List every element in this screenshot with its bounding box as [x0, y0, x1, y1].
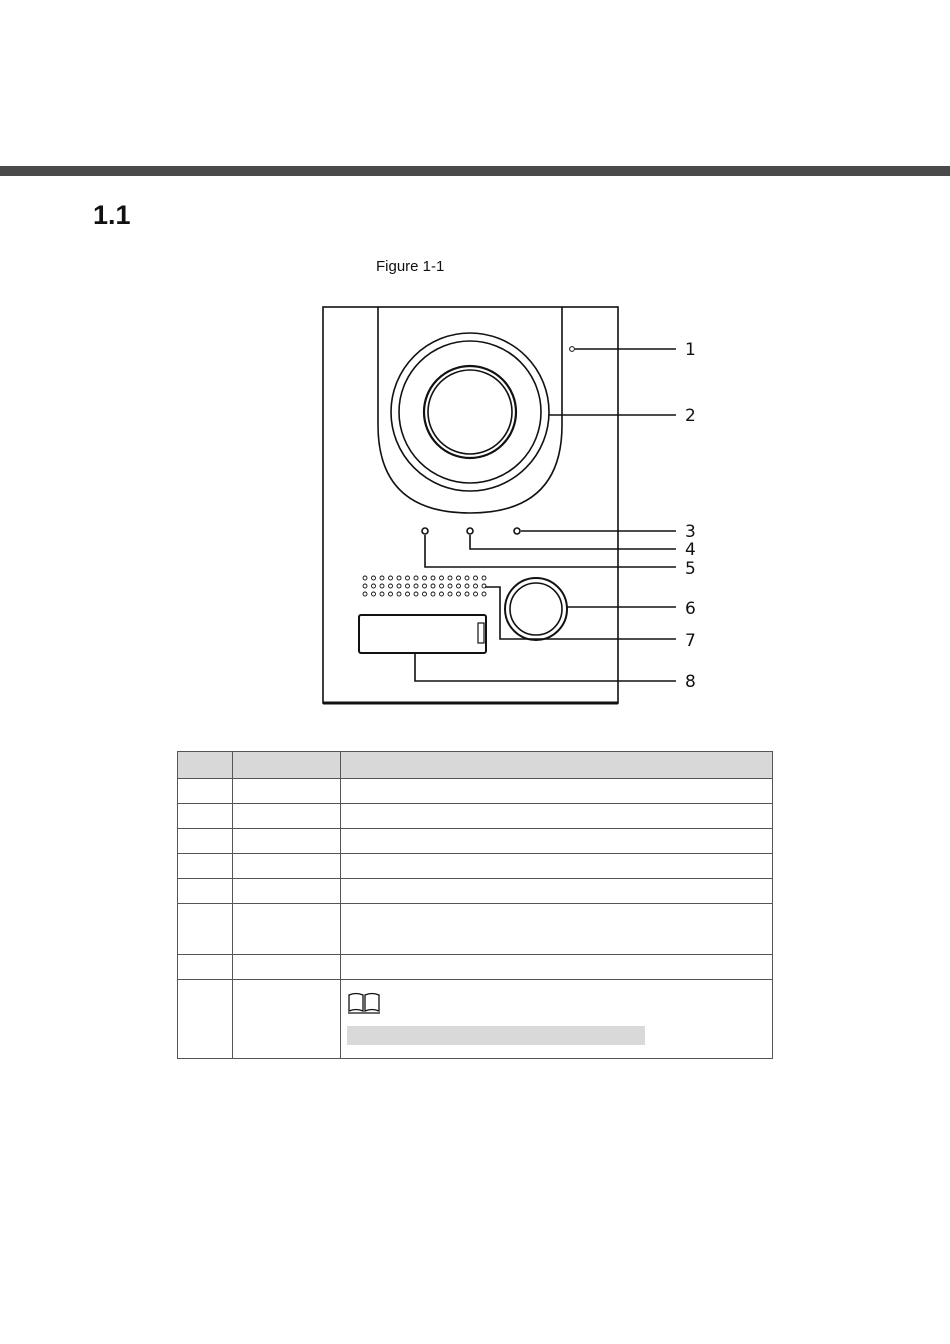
indicator-light-5	[422, 528, 428, 534]
cell-no	[178, 804, 233, 829]
grille-hole	[389, 576, 393, 580]
chapter-divider	[0, 166, 950, 176]
callout-line-5	[425, 535, 676, 567]
grille-hole	[482, 576, 486, 580]
grille-hole	[457, 584, 461, 588]
cell-description	[341, 879, 773, 904]
grille-hole	[406, 584, 410, 588]
grille-hole	[380, 592, 384, 596]
grille-hole	[414, 576, 418, 580]
grille-hole	[363, 576, 367, 580]
device-figure	[300, 295, 720, 720]
cell-name	[233, 854, 341, 879]
book-note-icon	[347, 992, 381, 1014]
table-row	[178, 854, 773, 879]
grille-hole	[372, 584, 376, 588]
grille-hole	[372, 592, 376, 596]
grille-hole	[380, 584, 384, 588]
cell-no	[178, 904, 233, 955]
grille-hole	[423, 584, 427, 588]
grille-hole	[431, 592, 435, 596]
note-highlight-bar	[347, 1026, 645, 1045]
door-station-drawing	[300, 295, 720, 715]
table-row	[178, 879, 773, 904]
grille-hole	[465, 584, 469, 588]
table-row	[178, 980, 773, 1059]
cell-no	[178, 829, 233, 854]
grille-hole	[423, 592, 427, 596]
indicator-light-3	[514, 528, 520, 534]
grille-hole	[457, 592, 461, 596]
cell-description	[341, 779, 773, 804]
grille-hole	[431, 584, 435, 588]
camera-panel	[378, 307, 562, 513]
grille-hole	[406, 576, 410, 580]
callout-number: 4	[685, 540, 696, 560]
cell-name	[233, 879, 341, 904]
cell-description-note	[341, 980, 773, 1059]
table-row	[178, 955, 773, 980]
cell-no	[178, 879, 233, 904]
grille-hole	[363, 592, 367, 596]
speaker-grille	[363, 576, 486, 596]
grille-hole	[431, 576, 435, 580]
cell-name	[233, 904, 341, 955]
callout-line-8	[415, 653, 676, 681]
cell-no	[178, 854, 233, 879]
grille-hole	[389, 592, 393, 596]
cell-name	[233, 955, 341, 980]
grille-hole	[448, 592, 452, 596]
grille-hole	[482, 584, 486, 588]
cell-description	[341, 854, 773, 879]
table-row	[178, 804, 773, 829]
grille-hole	[397, 584, 401, 588]
grille-hole	[465, 592, 469, 596]
pinhole-icon	[570, 347, 575, 352]
cell-no	[178, 980, 233, 1059]
grille-hole	[448, 576, 452, 580]
header-no	[178, 752, 233, 779]
grille-hole	[414, 592, 418, 596]
grille-hole	[440, 584, 444, 588]
grille-hole	[397, 576, 401, 580]
grille-hole	[474, 592, 478, 596]
callout-number: 5	[685, 559, 696, 579]
cell-description	[341, 955, 773, 980]
header-description	[341, 752, 773, 779]
callout-number: 7	[685, 631, 696, 651]
header-name	[233, 752, 341, 779]
cell-name	[233, 804, 341, 829]
section-number: 1.1	[93, 200, 131, 230]
callout-number: 2	[685, 406, 696, 426]
grille-hole	[397, 592, 401, 596]
callout-number: 8	[685, 672, 696, 692]
grille-hole	[440, 576, 444, 580]
name-plate	[359, 615, 486, 653]
ring-light-outer	[391, 333, 549, 491]
cell-name	[233, 779, 341, 804]
cell-name	[233, 829, 341, 854]
cell-name	[233, 980, 341, 1059]
cell-description	[341, 804, 773, 829]
figure-caption: Figure 1-1	[376, 258, 445, 275]
grille-hole	[482, 592, 486, 596]
grille-hole	[457, 576, 461, 580]
grille-hole	[465, 576, 469, 580]
grille-hole	[448, 584, 452, 588]
cell-description	[341, 829, 773, 854]
callout-number: 1	[685, 340, 696, 360]
grille-hole	[406, 592, 410, 596]
cell-no	[178, 955, 233, 980]
grille-hole	[380, 576, 384, 580]
note-block	[347, 980, 766, 1045]
call-button	[505, 578, 567, 640]
grille-hole	[423, 576, 427, 580]
indicator-light-4	[467, 528, 473, 534]
grille-hole	[440, 592, 444, 596]
camera-lens	[424, 366, 516, 458]
callout-line-4	[470, 535, 676, 549]
grille-hole	[474, 576, 478, 580]
callout-number: 6	[685, 599, 696, 619]
table-header-row	[178, 752, 773, 779]
cell-description	[341, 904, 773, 955]
grille-hole	[372, 576, 376, 580]
callout-number: 3	[685, 522, 696, 542]
table-row	[178, 829, 773, 854]
table-row	[178, 779, 773, 804]
grille-hole	[474, 584, 478, 588]
grille-hole	[389, 584, 393, 588]
component-table	[177, 751, 773, 1059]
cell-no	[178, 779, 233, 804]
table-row	[178, 904, 773, 955]
grille-hole	[414, 584, 418, 588]
ring-light-inner	[399, 341, 541, 483]
grille-hole	[363, 584, 367, 588]
